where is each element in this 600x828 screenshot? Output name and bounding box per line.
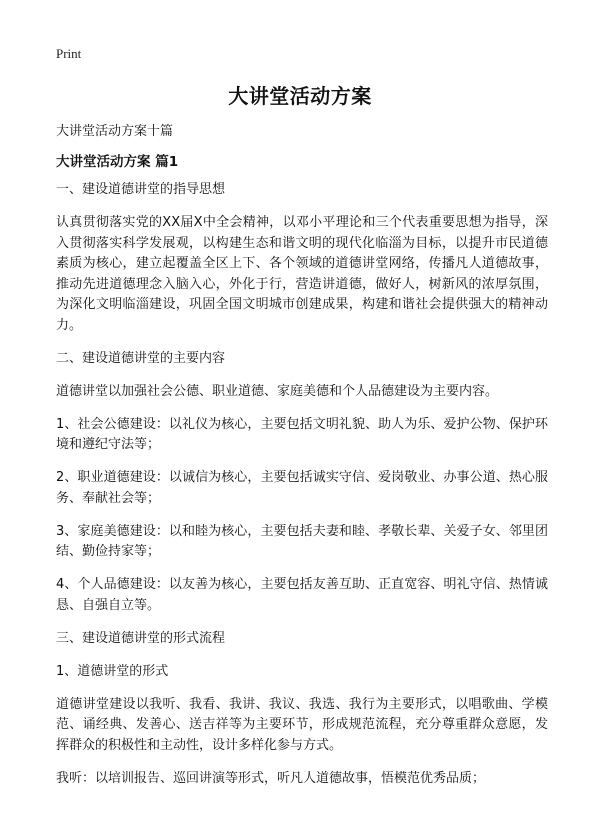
list-item-family-virtues: 3、家庭美德建设：以和睦为核心，主要包括夫妻和睦、孝敬长辈、关爱子女、邻里团结、勤俭持家等； bbox=[56, 523, 548, 559]
list-item-professional-ethics: 2、职业道德建设：以诚信为核心，主要包括诚实守信、爱岗敬业、办事公道、热心服务、奉献社会等； bbox=[56, 470, 548, 506]
heading-main-content: 二、建设道德讲堂的主要内容 bbox=[56, 350, 226, 366]
paragraph-guiding-thought: 认真贯彻落实党的XX届X中全会精神，以邓小平理论和三个代表重要思想为指导，深入贯彻落实科学发展观，以构建生态和谐文明的现代化临淄为目标，以提升市民道德素质为核心，建立起覆盖全区上下、各个领域的道德讲堂网络，传播凡人道德故事，推动先进道德理念入脑入心，外化于行，营造讲道德，做好人，树新风的浓厚氛围，为深化文明临淄建设，巩固全国文明城市创建成果，构建和谐社会提供强大的精神动力。 bbox=[56, 215, 548, 333]
paragraph-main-content: 道德讲堂以加强社会公德、职业道德、家庭美德和个人品德建设为主要内容。 bbox=[56, 383, 499, 399]
document-body bbox=[56, 180, 548, 802]
section-heading: 大讲堂活动方案 篇1 bbox=[56, 154, 179, 170]
list-item-social-ethics: 1、社会公德建设：以礼仪为核心，主要包括文明礼貌、助人为乐、爱护公物、保护环境和遵纪守法等； bbox=[56, 416, 548, 452]
paragraph-form: 道德讲堂建设以我听、我看、我讲、我议、我选、我行为主要形式，以唱歌曲、学模范、诵经典、发善心、送吉祥等为主要环节，形成规范流程，充分尊重群众意愿，发挥群众的积极性和主动性，设计多样化参与方式。 bbox=[56, 696, 548, 753]
heading-form-process: 三、建设道德讲堂的形式流程 bbox=[56, 630, 226, 646]
subheading-form: 1、道德讲堂的形式 bbox=[56, 663, 169, 679]
page-title: 大讲堂活动方案 bbox=[228, 84, 372, 108]
paragraph-listen: 我听：以培训报告、巡回讲演等形式，听凡人道德故事，悟模范优秀品质； bbox=[56, 770, 486, 786]
document-subtitle: 大讲堂活动方案十篇 bbox=[56, 124, 174, 139]
print-link[interactable]: Print bbox=[56, 46, 82, 61]
heading-guiding-thought: 一、建设道德讲堂的指导思想 bbox=[56, 182, 226, 197]
list-item-personal-morality: 4、个人品德建设：以友善为核心，主要包括友善互助、正直宽容、明礼守信、热情诚恳、自强自立等。 bbox=[56, 577, 548, 613]
